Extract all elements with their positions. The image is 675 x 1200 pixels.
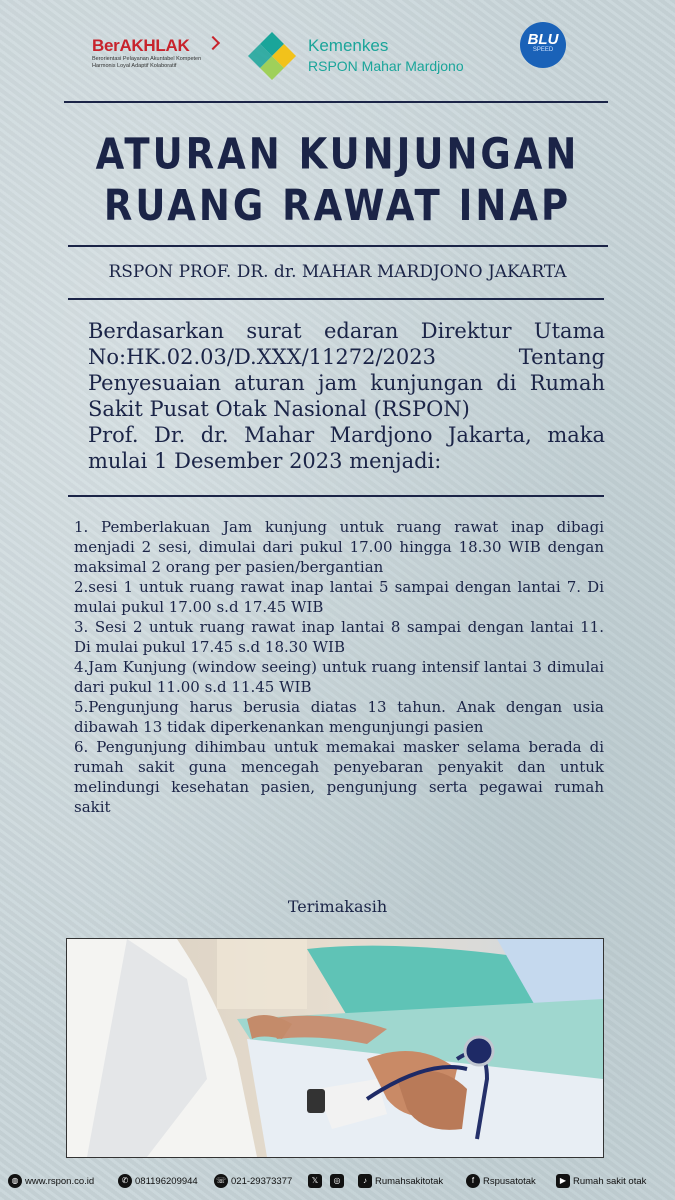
divider-title (68, 245, 608, 247)
berakhlak-logo (92, 36, 222, 70)
page-title (0, 128, 675, 232)
intro-line: No:HK.02.03/D.XXX/11272/2023 Tentang (88, 345, 605, 369)
whatsapp-icon: ✆ (118, 1174, 132, 1188)
whatsapp-text: 081196209944 (135, 1175, 198, 1187)
hospital-visit-photo (66, 938, 604, 1158)
blu-logo (520, 22, 566, 68)
x-link[interactable] (308, 1174, 325, 1188)
youtube-text: Rumah sakit otak (573, 1175, 647, 1187)
facebook-link[interactable] (466, 1174, 536, 1188)
phone-icon: ☏ (214, 1174, 228, 1188)
instagram-icon: ◎ (330, 1174, 344, 1188)
title-line-1: ATURAN KUNJUNGAN (95, 129, 580, 179)
kemenkes-emblem-icon (244, 26, 300, 82)
hospital-name: RSPON PROF. DR. dr. MAHAR MARDJONO JAKARTA (108, 262, 567, 282)
header-logos (0, 22, 675, 84)
website-text: www.rspon.co.id (25, 1175, 95, 1187)
tiktok-link[interactable] (358, 1174, 443, 1188)
rule-item: 6. Pengunjung dihimbau untuk memakai masker selama berada di rumah sakit guna mencegah penyebaran penyakit dan untuk melindungi kesehatan pasien, pengunjung serta pegawai rumah sakit (74, 738, 604, 816)
intro-line: Penyesuaian aturan jam kunjungan di Rumah (88, 371, 605, 395)
kemenkes-subname: RSPON Mahar Mardjono (308, 58, 464, 74)
phone-link[interactable] (214, 1174, 292, 1188)
whatsapp-link[interactable] (118, 1174, 198, 1188)
divider-subtitle (68, 298, 604, 300)
berakhlak-wordmark: BerAKHLAK (92, 36, 190, 55)
kemenkes-name: Kemenkes (308, 36, 389, 55)
instagram-link[interactable] (330, 1174, 347, 1188)
berakhlak-tagline: Berorientasi Pelayanan Akuntabel Kompeten Harmonis Loyal Adaptif Kolaboratif (92, 56, 202, 69)
facebook-text: Rspusatotak (483, 1175, 536, 1187)
x-icon: 𝕏 (308, 1174, 322, 1188)
doctor-patient-illustration (67, 939, 603, 1157)
rule-item: 5.Pengunjung harus berusia diatas 13 tahun. Anak dengan usia dibawah 13 tidak diperkenankan mengunjungi pasien (74, 698, 604, 736)
footer-contacts (0, 1168, 675, 1196)
intro-line: Berdasarkan surat edaran Direktur Utama (88, 319, 605, 343)
divider-rules (68, 495, 604, 497)
rule-item: 1. Pemberlakuan Jam kunjung untuk ruang rawat inap dibagi menjadi 2 sesi, dimulai dari pukul 17.00 hingga 18.30 WIB dengan maksimal 2 orang per pasien/bergantian (74, 518, 604, 576)
rule-item: 2.sesi 1 untuk ruang rawat inap lantai 5 sampai dengan lantai 7. Di mulai pukul 17.00 s.d 17.45 WIB (74, 578, 604, 616)
visiting-rules-list (74, 517, 604, 817)
phone-text: 021-29373377 (231, 1175, 293, 1187)
intro-line: Prof. Dr. dr. Mahar Mardjono Jakarta, maka (88, 423, 605, 447)
intro-paragraph (88, 318, 605, 474)
tiktok-icon: ♪ (358, 1174, 372, 1188)
rule-item: 3. Sesi 2 untuk ruang rawat inap lantai 8 sampai dengan lantai 11. Di mulai pukul 17.45 s.d 18.30 WIB (74, 618, 604, 656)
intro-line: Sakit Pusat Otak Nasional (RSPON) (88, 397, 470, 421)
divider-top (64, 101, 608, 103)
youtube-icon: ▶ (556, 1174, 570, 1188)
intro-line: mulai 1 Desember 2023 menjadi: (88, 449, 442, 473)
title-line-2: RUANG RAWAT INAP (103, 180, 572, 231)
rule-item: 4.Jam Kunjung (window seeing) untuk ruang intensif lantai 3 dimulai dari pukul 11.00 s.d 11.45 WIB (74, 658, 604, 696)
website-link[interactable] (8, 1174, 94, 1188)
youtube-link[interactable] (556, 1174, 646, 1188)
blu-wordmark: BLU (527, 31, 559, 48)
globe-icon: ◍ (8, 1174, 22, 1188)
blu-subtext: SPEED (532, 47, 554, 53)
facebook-icon: f (466, 1174, 480, 1188)
tiktok-text: Rumahsakitotak (375, 1175, 444, 1187)
closing-text: Terimakasih (287, 897, 388, 916)
